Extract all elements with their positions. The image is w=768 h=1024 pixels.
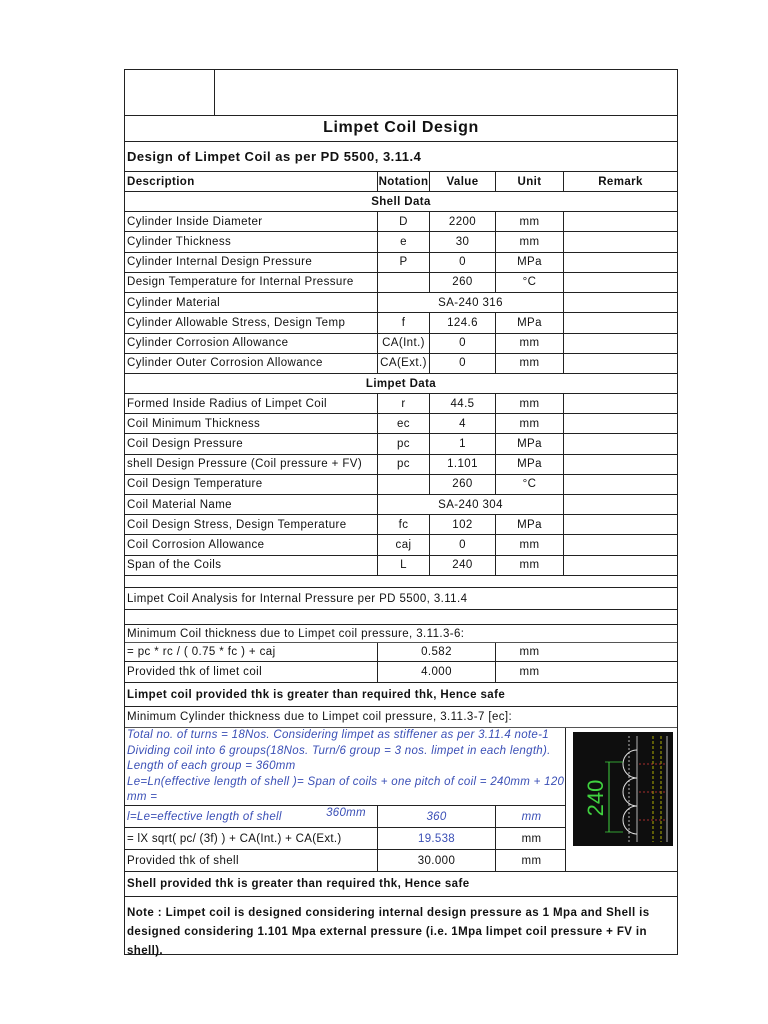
- row-unit: MPa: [495, 455, 563, 474]
- spacer-row: [125, 576, 677, 588]
- row-description: Coil Design Pressure: [127, 437, 244, 450]
- row-notation: fc: [377, 515, 429, 534]
- row-notation: pc: [377, 455, 429, 474]
- row-material: SA-240 316: [377, 293, 563, 312]
- row-unit: MPa: [495, 515, 563, 534]
- row-value: 0: [429, 334, 495, 353]
- provided-coil-value: 4.000: [377, 662, 495, 682]
- row-notation: ec: [377, 414, 429, 433]
- row-unit: MPa: [495, 313, 563, 332]
- row-remark: [563, 556, 677, 575]
- provided-shell-desc: Provided thk of shell: [127, 854, 239, 867]
- provided-shell-value: 30.000: [377, 850, 495, 871]
- row-notation: r: [377, 394, 429, 413]
- row-value: 44.5: [429, 394, 495, 413]
- row-notation: P: [377, 253, 429, 272]
- min-cyl-text: Minimum Cylinder thickness due to Limpet coil pressure, 3.11.3-7 [ec]:: [127, 711, 513, 723]
- row-description: Cylinder Allowable Stress, Design Temp: [127, 316, 346, 329]
- row-remark: [563, 394, 677, 413]
- row-description: Cylinder Outer Corrosion Allowance: [127, 357, 323, 370]
- dimension-label: 240: [583, 779, 608, 817]
- title-block: [125, 70, 677, 116]
- row-value: 1.101: [429, 455, 495, 474]
- row-unit: mm: [495, 535, 563, 554]
- row-notation: e: [377, 232, 429, 251]
- row-value: 0: [429, 535, 495, 554]
- row-value: 30: [429, 232, 495, 251]
- row-description: Coil Design Stress, Design Temperature: [127, 518, 347, 531]
- formula2-unit: mm: [495, 828, 565, 849]
- row-value: 124.6: [429, 313, 495, 332]
- row-remark: [563, 475, 677, 494]
- row-description: Cylinder Corrosion Allowance: [127, 337, 289, 350]
- row-value: 0: [429, 253, 495, 272]
- row-unit: mm: [495, 556, 563, 575]
- table-row: [125, 475, 677, 495]
- l-value: 360: [377, 806, 495, 827]
- section-heading-limpet: [125, 374, 677, 394]
- row-remark: [563, 515, 677, 534]
- row-value: 4: [429, 414, 495, 433]
- row-value: 2200: [429, 212, 495, 231]
- row-remark: [563, 414, 677, 433]
- formula2-row: [125, 828, 565, 850]
- row-description: Coil Material Name: [127, 498, 232, 511]
- row-unit: mm: [495, 394, 563, 413]
- row-notation: CA(Ext.): [377, 354, 429, 373]
- formula1-desc: = pc * rc / ( 0.75 * fc ) + caj: [127, 646, 276, 658]
- analysis-heading-row: [125, 588, 677, 610]
- row-notation: L: [377, 556, 429, 575]
- sheet-subtitle: Design of Limpet Coil as per PD 5500, 3.11.4: [127, 149, 422, 164]
- row-remark: [563, 293, 677, 312]
- row-remark: [563, 313, 677, 332]
- shell-safe-row: [125, 872, 677, 897]
- row-description: Coil Design Temperature: [127, 478, 263, 491]
- row-unit: mm: [495, 334, 563, 353]
- row-description: Cylinder Thickness: [127, 235, 232, 248]
- sheet-subtitle-row: [125, 142, 677, 172]
- blue-note-5: 360mm: [326, 806, 366, 819]
- sheet-title: Limpet Coil Design: [323, 119, 479, 136]
- row-description: Coil Corrosion Allowance: [127, 538, 265, 551]
- row-description: Design Temperature for Internal Pressure: [127, 276, 354, 289]
- col-description: Description: [127, 175, 195, 188]
- l-desc: l=Le=effective length of shell: [127, 810, 282, 823]
- row-notation: pc: [377, 434, 429, 453]
- row-notation: D: [377, 212, 429, 231]
- row-remark: [563, 253, 677, 272]
- table-row: [125, 334, 677, 354]
- row-unit: mm: [495, 354, 563, 373]
- logo-box: [125, 70, 215, 115]
- col-unit: Unit: [495, 172, 563, 191]
- coil-safe-row: [125, 683, 677, 707]
- col-remark: Remark: [563, 172, 677, 191]
- table-row: [125, 556, 677, 576]
- row-unit: °C: [495, 475, 563, 494]
- row-unit: mm: [495, 414, 563, 433]
- row-remark: [563, 212, 677, 231]
- row-remark: [563, 334, 677, 353]
- provided-coil-row: [125, 662, 677, 683]
- provided-coil-desc: Provided thk of limet coil: [127, 666, 263, 678]
- row-value: 260: [429, 273, 495, 292]
- row-notation: [377, 475, 429, 494]
- row-description: Cylinder Material: [127, 296, 221, 309]
- section-title: Limpet Data: [365, 377, 437, 390]
- l-unit: mm: [495, 806, 565, 827]
- row-unit: MPa: [495, 434, 563, 453]
- row-value: 0: [429, 354, 495, 373]
- row-remark: [563, 354, 677, 373]
- row-remark: [563, 455, 677, 474]
- table-row: [125, 434, 677, 454]
- row-remark: [563, 232, 677, 251]
- blue-note-1: Total no. of turns = 18Nos. Considering limpet as stiffener as per 3.11.4 note-1: [127, 729, 549, 741]
- table-row: [125, 313, 677, 333]
- row-unit: mm: [495, 212, 563, 231]
- col-value: Value: [429, 172, 495, 191]
- provided-coil-unit: mm: [495, 662, 563, 682]
- row-value: 260: [429, 475, 495, 494]
- spacer-row: [125, 610, 677, 625]
- calculation-sheet: [124, 69, 678, 955]
- table-row: [125, 232, 677, 252]
- formula1-row: [125, 643, 677, 662]
- table-row: [125, 253, 677, 273]
- l-row: [125, 806, 565, 828]
- row-value: 102: [429, 515, 495, 534]
- row-unit: °C: [495, 273, 563, 292]
- table-row: [125, 293, 677, 313]
- row-description: Cylinder Internal Design Pressure: [127, 256, 313, 269]
- shell-safe-text: Shell provided thk is greater than required thk, Hence safe: [127, 878, 470, 890]
- provided-shell-row: [125, 850, 677, 872]
- row-description: Span of the Coils: [127, 559, 222, 572]
- coil-drawing-svg: [573, 732, 673, 846]
- row-notation: [377, 273, 429, 292]
- min-cyl-row: [125, 707, 677, 728]
- sheet-title-row: [125, 115, 677, 142]
- table-row: [125, 212, 677, 232]
- table-row: [125, 515, 677, 535]
- col-notation: Notation: [377, 172, 429, 191]
- coil-safe-text: Limpet coil provided thk is greater than required thk, Hence safe: [127, 688, 506, 701]
- formula2-desc: = lX sqrt( pc/ (3f) ) + CA(Int.) + CA(Ext.): [127, 832, 342, 845]
- row-value: 1: [429, 434, 495, 453]
- row-description: Formed Inside Radius of Limpet Coil: [127, 397, 327, 410]
- table-row: [125, 394, 677, 414]
- table-row: [125, 354, 677, 374]
- blue-note-2: Dividing coil into 6 groups(18Nos. Turn/6 group = 3 nos. limpet in each length).: [127, 744, 551, 757]
- formula1-value: 0.582: [377, 643, 495, 661]
- design-note: Note : Limpet coil is designed considering internal design pressure as 1 Mpa and Shell is designed considering 1.101 Mpa external pressure (i.e. 1Mpa limpet coil pressure + FV in shell).: [127, 907, 650, 957]
- table-row: [125, 535, 677, 555]
- row-description: shell Design Pressure (Coil pressure + FV): [127, 458, 363, 471]
- table-row: [125, 455, 677, 475]
- column-header-row: [125, 172, 677, 192]
- min-coil-row: [125, 625, 677, 643]
- min-coil-text: Minimum Coil thickness due to Limpet coil pressure, 3.11.3-6:: [127, 627, 465, 640]
- row-remark: [563, 495, 677, 514]
- limpet-coil-drawing: [573, 732, 673, 846]
- blue-note-3: Length of each group = 360mm: [127, 760, 296, 772]
- row-unit: MPa: [495, 253, 563, 272]
- row-unit: mm: [495, 232, 563, 251]
- provided-shell-unit: mm: [495, 850, 565, 871]
- analysis-heading: Limpet Coil Analysis for Internal Pressure per PD 5500, 3.11.4: [127, 592, 468, 605]
- table-row: [125, 414, 677, 434]
- table-row: [125, 273, 677, 293]
- row-notation: caj: [377, 535, 429, 554]
- row-description: Cylinder Inside Diameter: [127, 215, 263, 228]
- row-notation: CA(Int.): [377, 334, 429, 353]
- table-row: [125, 495, 677, 515]
- row-value: 240: [429, 556, 495, 575]
- formula2-value: 19.538: [377, 828, 495, 849]
- row-remark: [563, 535, 677, 554]
- row-material: SA-240 304: [377, 495, 563, 514]
- formula1-unit: mm: [495, 643, 563, 661]
- row-remark: [563, 434, 677, 453]
- row-notation: f: [377, 313, 429, 332]
- blue-note-4: Le=Ln(effective length of shell )= Span of coils + one pitch of coil = 240mm + 120 mm =: [127, 775, 565, 803]
- row-remark: [563, 273, 677, 292]
- drawing-divider: [565, 728, 566, 872]
- section-title: Shell Data: [371, 195, 431, 208]
- row-description: Coil Minimum Thickness: [127, 417, 261, 430]
- section-heading-shell: [125, 192, 677, 212]
